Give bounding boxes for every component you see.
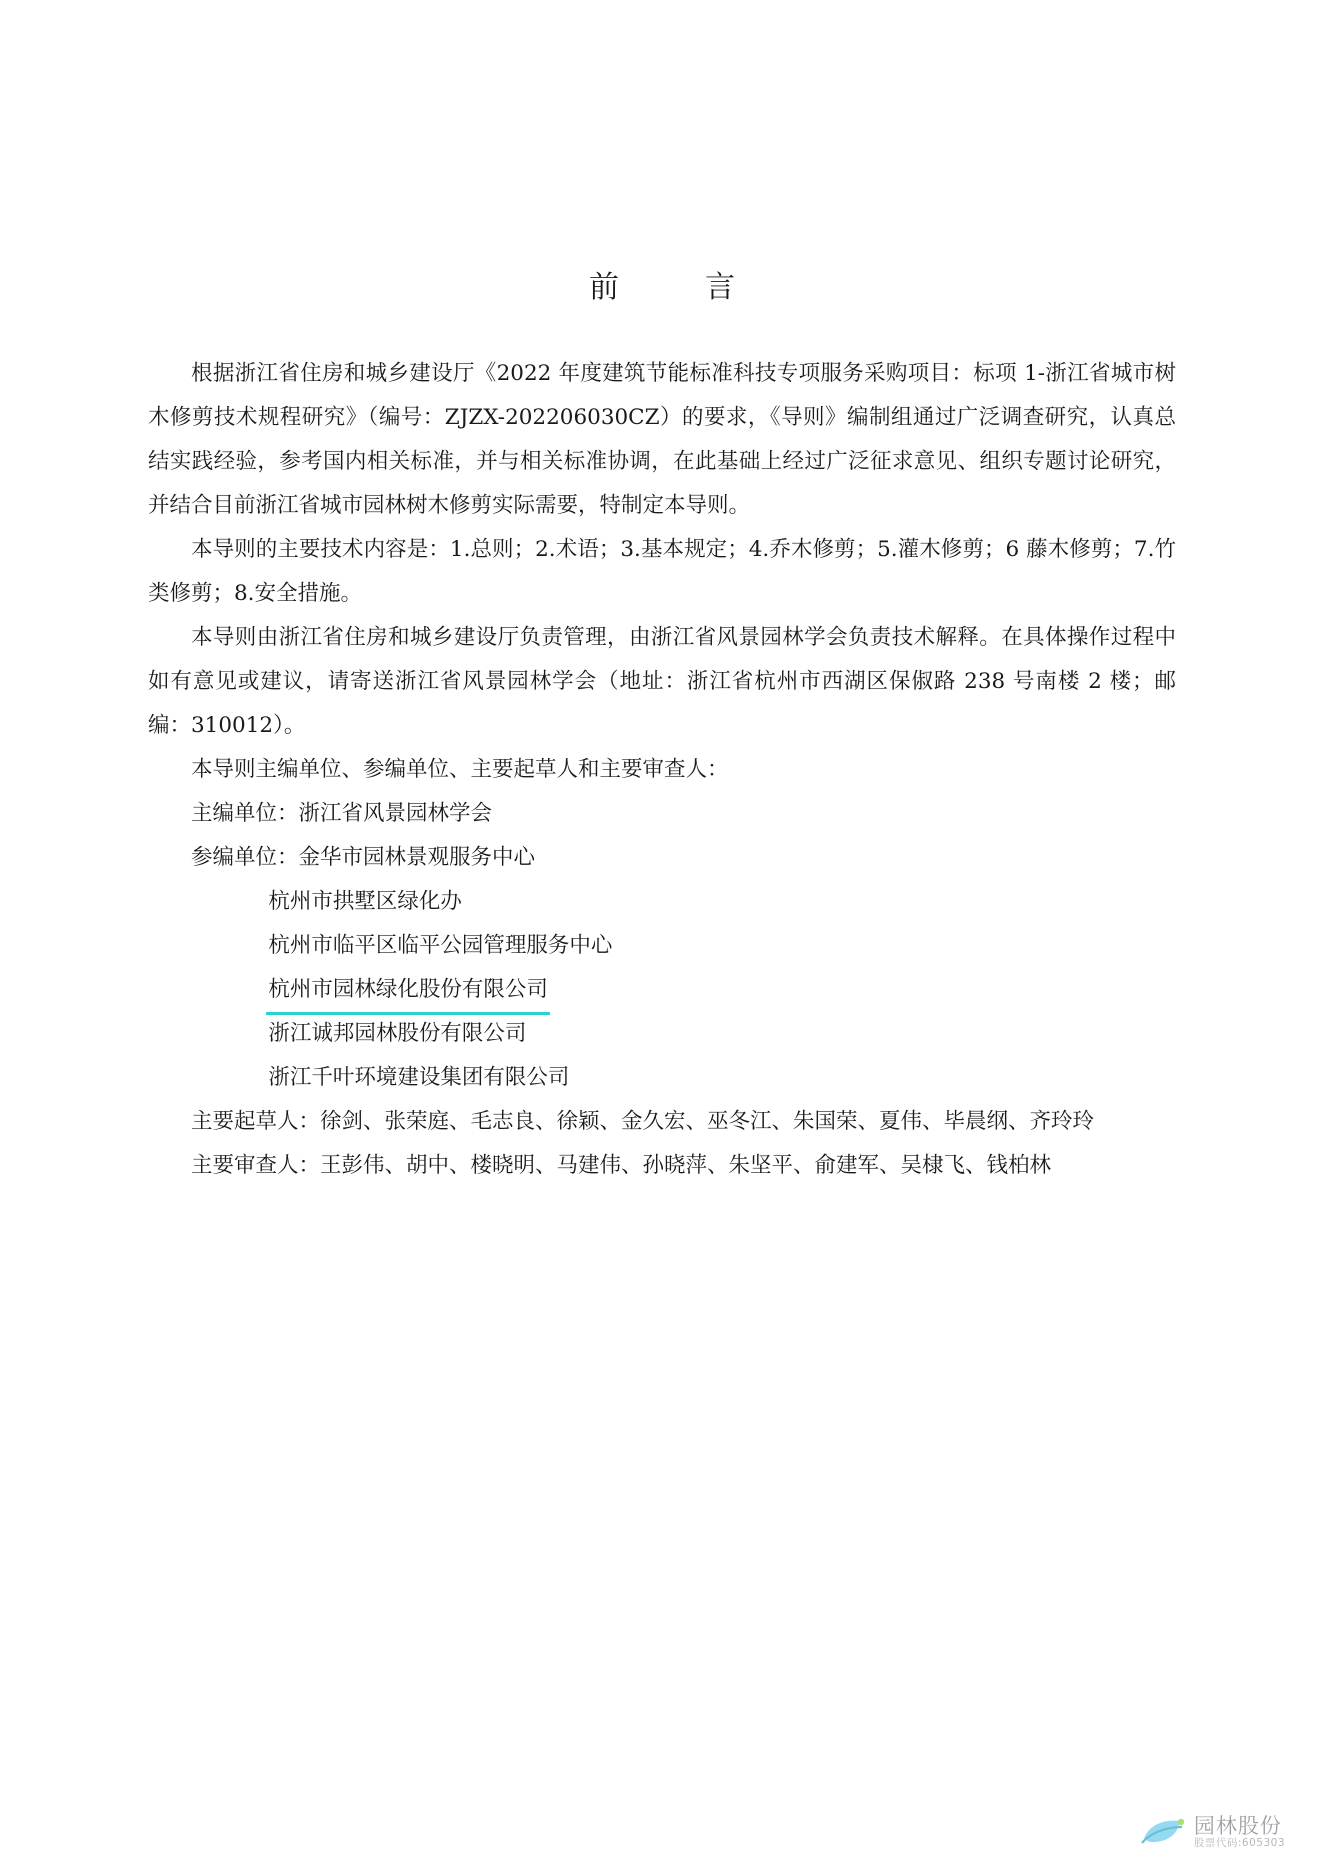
drafters-line <box>148 1100 1176 1144</box>
co-editor-unit-3: 杭州市临平区临平公园管理服务中心 <box>268 933 613 958</box>
paragraph-units-intro: 本导则主编单位、参编单位、主要起草人和主要审查人： <box>191 757 729 782</box>
reviewers-value: 王彭伟、胡中、楼晓明、马建伟、孙晓萍、朱坚平、俞建军、吴棣飞、钱柏林 <box>320 1153 1052 1178</box>
co-editor-unit-line <box>148 924 1176 968</box>
reviewers-line <box>148 1144 1176 1188</box>
paragraph-contents: 本导则的主要技术内容是：1.总则；2.术语；3.基本规定；4.乔木修剪；5.灌木修剪；6 藤木修剪；7.竹类修剪；8.安全措施。 <box>148 537 1176 606</box>
drafters-label: 主要起草人： <box>191 1109 321 1134</box>
co-editor-unit-4-highlighted: 杭州市园林绿化股份有限公司 <box>268 968 548 1012</box>
chief-editor-value: 浙江省风景园林学会 <box>298 801 493 826</box>
co-editor-unit-line <box>148 968 1176 1012</box>
reviewers-label: 主要审查人： <box>191 1153 321 1178</box>
chief-editor-label: 主编单位： <box>191 801 299 826</box>
foreword-body <box>148 352 1176 1188</box>
watermark-text <box>1194 1815 1285 1848</box>
paragraph-administration: 本导则由浙江省住房和城乡建设厅负责管理，由浙江省风景园林学会负责技术解释。在具体操作过程中如有意见或建议，请寄送浙江省风景园林学会（地址：浙江省杭州市西湖区保俶路 238 号南楼 2 楼；邮编：310012）。 <box>148 625 1176 738</box>
co-editor-unit-1: 金华市园林景观服务中心 <box>298 845 536 870</box>
co-editor-unit-line <box>148 1012 1176 1056</box>
co-editor-unit-line <box>148 1056 1176 1100</box>
drafters-value: 徐剑、张荣庭、毛志良、徐颖、金久宏、巫冬江、朱国荣、夏伟、毕晨纲、齐玲玲 <box>320 1109 1095 1134</box>
co-editor-line <box>148 836 1176 880</box>
chief-editor-line <box>148 792 1176 836</box>
co-editor-unit-5: 浙江诚邦园林股份有限公司 <box>268 1021 527 1046</box>
watermark-stock-code: 股票代码:605303 <box>1193 1836 1285 1849</box>
co-editor-unit-2: 杭州市拱墅区绿化办 <box>268 889 462 914</box>
co-editor-label: 参编单位： <box>191 845 299 870</box>
leaf-logo-icon <box>1140 1815 1186 1849</box>
co-editor-unit-6: 浙江千叶环境建设集团有限公司 <box>268 1065 570 1090</box>
co-editor-unit-line <box>148 880 1176 924</box>
watermark <box>1140 1815 1285 1849</box>
page-title: 前 言 <box>589 270 763 305</box>
paragraph-basis: 根据浙江省住房和城乡建设厅《2022 年度建筑节能标准科技专项服务采购项目：标项 1-浙江省城市树木修剪技术规程研究》（编号：ZJZX-202206030CZ）的要求，《导则》编制组通过广泛调查研究，认真总结实践经验，参考国内相关标准，并与相关标准协调，在此基础上经过广泛征求意见、组织专题讨论研究，并结合目前浙江省城市园林树木修剪实际需要，特制定本导则。 <box>148 361 1176 518</box>
watermark-name: 园林股份 <box>1193 1814 1282 1839</box>
document-content <box>148 0 1176 1188</box>
